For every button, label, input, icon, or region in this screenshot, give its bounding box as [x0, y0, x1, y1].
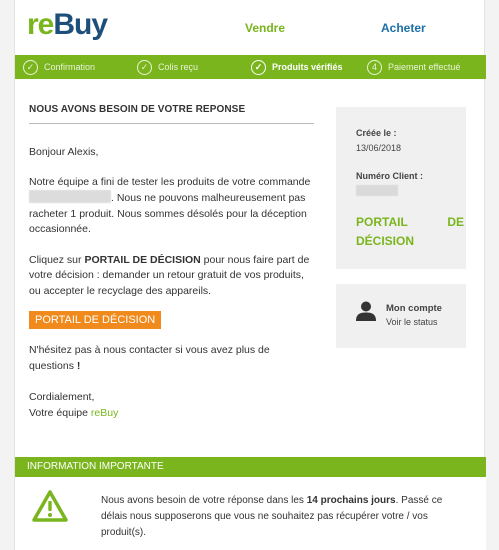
main-content: [29, 104, 314, 421]
order-info-box: [336, 107, 466, 269]
info-bar: INFORMATION IMPORTANTE: [15, 457, 486, 477]
paragraph-instructions: [29, 253, 314, 300]
rebuy-link[interactable]: reBuy: [90, 406, 119, 419]
step-paiement-effectue: [367, 59, 460, 75]
paragraph-text: Notre équipe a fini de tester les produits de votre commande: [29, 175, 311, 188]
paragraph-text: . Nous ne pouvons malheureusement pas racheter 1 produit. Nous sommes désolés pour la déception occasionnée.: [29, 192, 307, 235]
account-title: Mon compte: [386, 303, 442, 314]
check-circle-icon: ✓: [23, 60, 38, 75]
step-label: Confirmation: [44, 62, 96, 72]
info-bold: 14 prochains jours: [306, 495, 396, 506]
account-box[interactable]: [336, 284, 466, 348]
check-circle-icon: ✓: [137, 60, 152, 75]
paragraph-bold: PORTAIL DE DÉCISION: [84, 253, 201, 266]
logo-re: re: [27, 8, 54, 41]
created-label: Créée le :: [356, 128, 397, 138]
nav-vendre-link[interactable]: Vendre: [245, 21, 286, 35]
info-text: Nous avons besoin de votre réponse dans les: [101, 495, 307, 506]
section-title: NOUS AVONS BESOIN DE VOTRE REPONSE: [29, 104, 314, 124]
step-confirmation: [23, 59, 95, 75]
user-icon: [355, 300, 377, 322]
info-body: [15, 477, 486, 550]
paragraph-text: Cliquez sur: [29, 253, 85, 266]
signature-text: Votre équipe: [29, 406, 91, 419]
created-value: 13/06/2018: [356, 143, 402, 153]
step-produits-verifies: [251, 59, 343, 75]
step-label: Paiement effectué: [388, 62, 461, 72]
closing: Cordialement,: [29, 391, 95, 403]
rebuy-logo[interactable]: [27, 8, 107, 42]
number-circle-icon: 4: [367, 60, 382, 75]
info-text: . Passé ce délais nous supposerons que vous ne souhaitez pas récupérer votre / vos produit(s).: [101, 495, 443, 538]
progress-steps: [15, 55, 486, 79]
portail-decision-button[interactable]: PORTAIL DE DÉCISION: [29, 311, 161, 329]
redacted-client-number: [356, 185, 398, 196]
account-status-link[interactable]: Voir le status: [386, 317, 438, 327]
step-label: Produits vérifiés: [272, 62, 343, 72]
nav-acheter-link[interactable]: Acheter: [381, 21, 426, 35]
portail-decision-link[interactable]: PORTAIL DE DÉCISION: [356, 215, 464, 248]
paragraph-result: [29, 175, 314, 238]
paragraph-bold: !: [76, 359, 81, 372]
button-wrap: [29, 311, 314, 329]
paragraph-contact: [29, 343, 314, 374]
step-colis-recu: [137, 59, 198, 75]
email-frame: [14, 0, 485, 550]
header: [15, 0, 486, 54]
paragraph-text: pour nous faire part de votre décision : demander un retour gratuit de vos produits, ou accepter le recyclage des appareils.: [29, 253, 310, 297]
client-number-label: Numéro Client :: [356, 171, 424, 181]
logo-buy: Buy: [53, 8, 108, 41]
greeting: Bonjour Alexis,: [29, 146, 99, 158]
check-circle-icon: ✓: [251, 60, 266, 75]
signature: [29, 406, 314, 422]
info-message: [101, 493, 461, 541]
step-label: Colis reçu: [158, 62, 199, 72]
redacted-order-number: [29, 190, 111, 203]
paragraph-text: N'hésitez pas à nous contacter si vous avez plus de questions: [29, 344, 270, 372]
warning-icon: [31, 489, 69, 523]
